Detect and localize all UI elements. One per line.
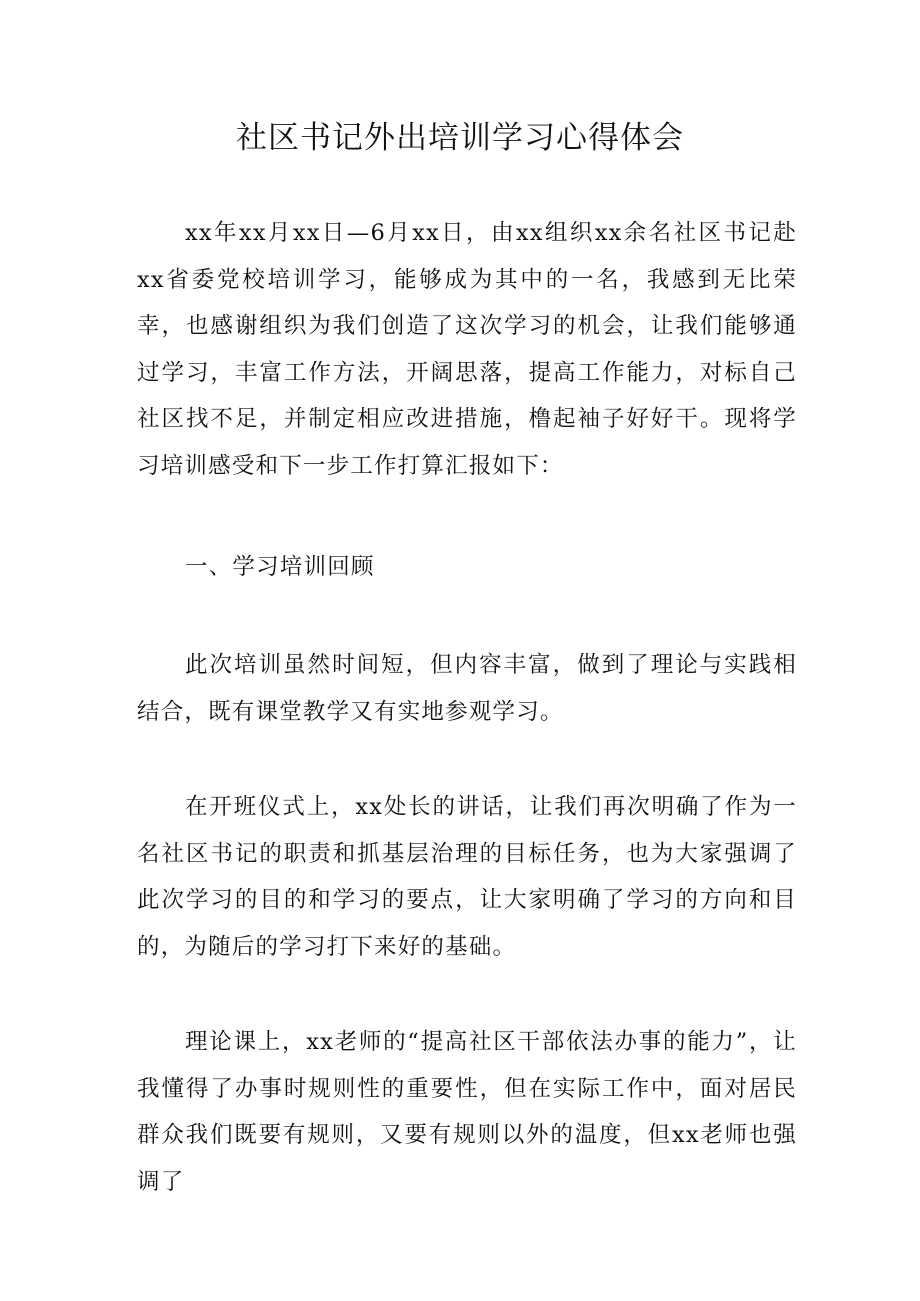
review-paragraph: 此次培训虽然时间短，但内容丰富，做到了理论与实践相结合，既有课堂教学又有实地参观学习。 — [137, 652, 797, 725]
theory-class-paragraph: 理论课上，xx老师的“提高社区干部依法办事的能力”，让我懂得了办事时规则性的重要性，但在实际工作中，面对居民群众我们既要有规则，又要有规则以外的温度，但xx老师也强调了 — [137, 1029, 797, 1195]
intro-paragraph: xx年xx月xx日—6月xx日，由xx组织xx余名社区书记赴xx省委党校培训学习，能够成为其中的一名，我感到无比荣幸，也感谢组织为我们创造了这次学习的机会，让我们能够通过学习，丰富工作方法，开阔思落，提高工作能力，对标自己社区找不足，并制定相应改进措施，橹起袖子好好干。现将学习培训感受和下一步工作打算汇报如下： — [137, 220, 797, 479]
section-heading-learning-review: 一、学习培训回顾 — [185, 554, 375, 580]
opening-ceremony-paragraph: 在开班仪式上，xx处长的讲话，让我们再次明确了作为一名社区书记的职责和抓基层治理的目标任务，也为大家强调了此次学习的目的和学习的要点，让大家明确了学习的方向和目的，为随后的学习打下来好的基础。 — [137, 794, 797, 960]
document-title: 社区书记外出培训学习心得体会 — [236, 120, 684, 156]
